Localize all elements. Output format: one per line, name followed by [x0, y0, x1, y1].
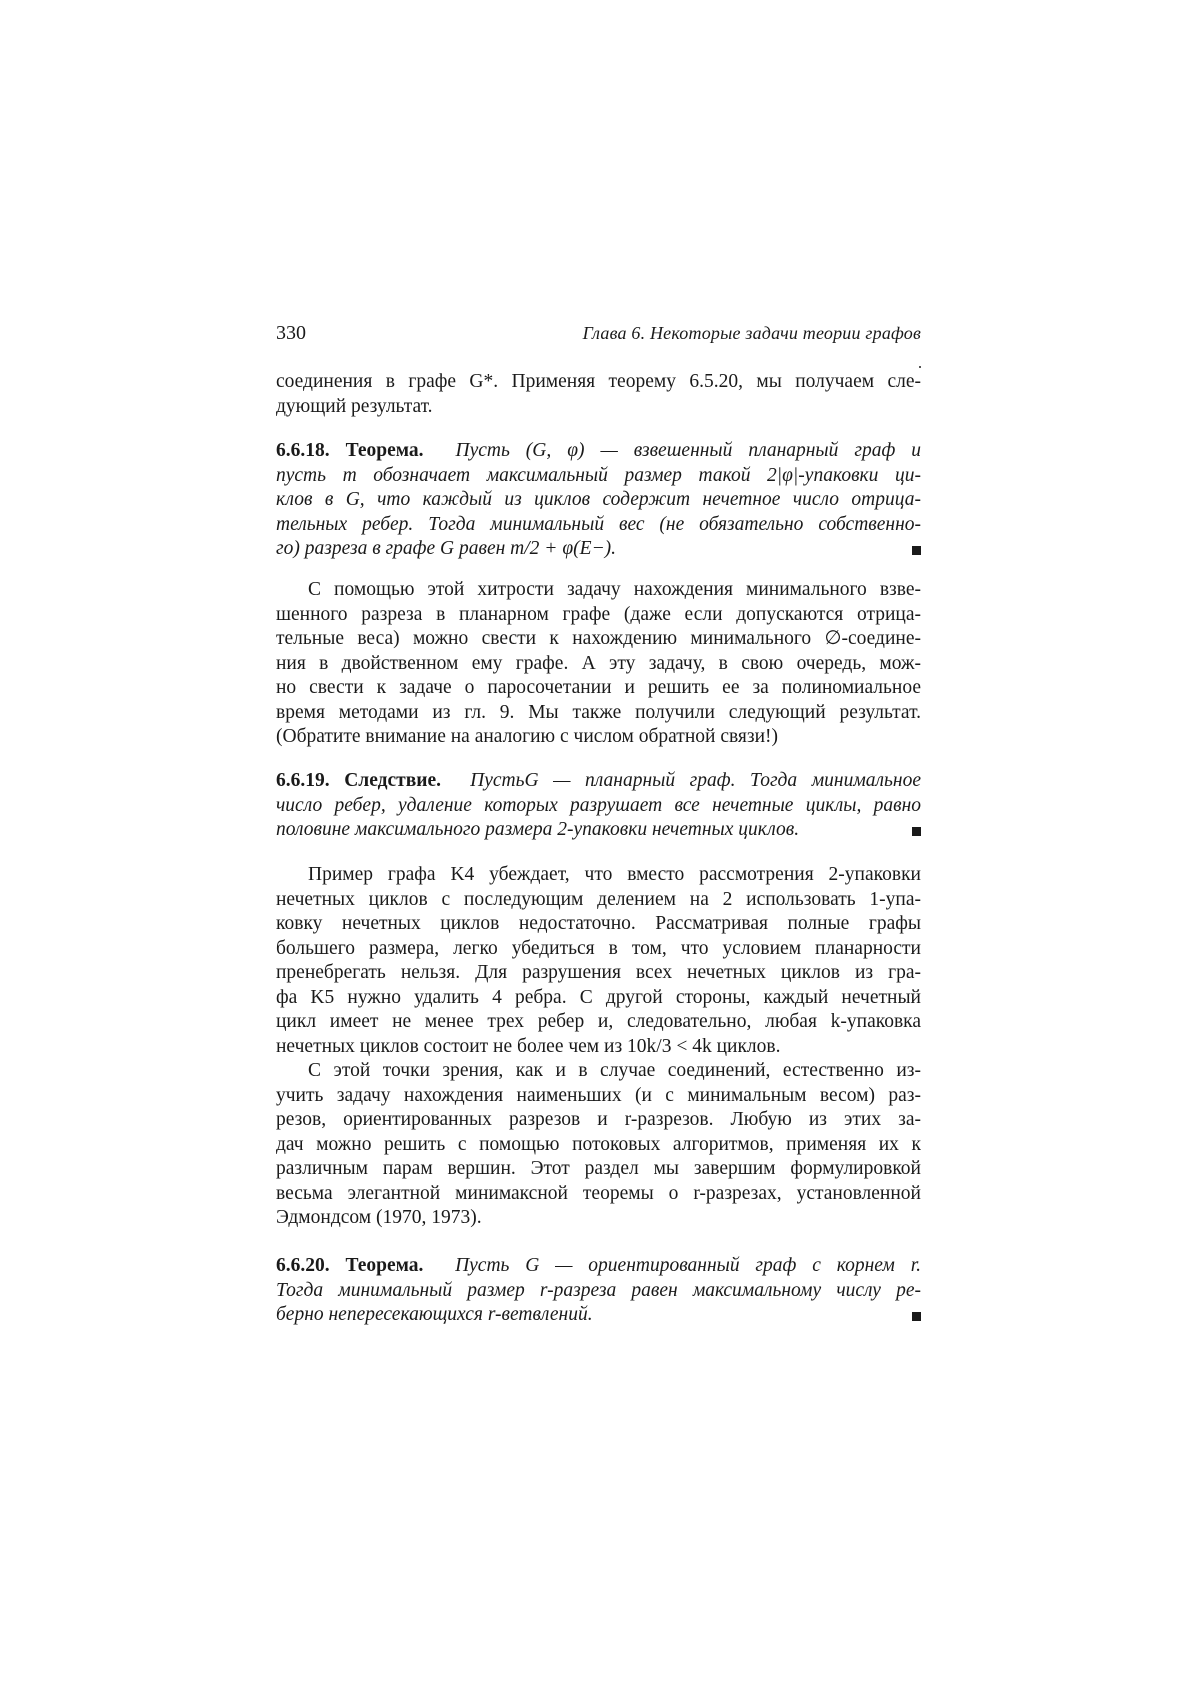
- text-line: различным парам вершин. Этот раздел мы завершим формулировкой: [276, 1158, 921, 1179]
- theorem-label: 6.6.18. Теорема.: [276, 440, 424, 461]
- text-line: соединения в графе G*. Применяя теорему 6.5.20, мы получаем сле-: [276, 371, 921, 392]
- text-line: резов, ориентированных разрезов и r-разрезов. Любую из этих за-: [276, 1109, 921, 1130]
- text-line: дующий результат.: [276, 395, 433, 417]
- text-line: Эдмондсом (1970, 1973).: [276, 1207, 482, 1228]
- paragraph-k4-example: [276, 863, 921, 1059]
- text-line: Пример графа K4 убеждает, что вместо рассмотрения 2-упаковки: [308, 864, 921, 885]
- running-header: [276, 322, 921, 352]
- text-line: пренебрегать нельзя. Для разрушения всех нечетных циклов из гра-: [276, 962, 921, 983]
- text-line: тельных ребер. Тогда минимальный вес (не обязательно собственно-: [276, 513, 921, 535]
- theorem-6-6-20: [276, 1254, 921, 1328]
- text-line: фа K5 нужно удалить 4 ребра. С другой стороны, каждый нечетный: [276, 986, 921, 1008]
- text-line: Пусть G — ориентированный граф с корнем r.: [455, 1255, 921, 1276]
- qed-square-icon: [912, 546, 921, 555]
- text-line: число ребер, удаление которых разрушает все нечетные циклы, равно: [276, 794, 921, 816]
- text-line: время методами из гл. 9. Мы также получили следующий результат.: [276, 701, 921, 723]
- text-line: С этой точки зрения, как и в случае соединений, естественно из-: [308, 1060, 921, 1081]
- text-line: учить задачу нахождения наименьших (и с минимальным весом) раз-: [276, 1084, 921, 1106]
- speck: [919, 366, 921, 368]
- text-line: дач можно решить с помощью потоковых алгоритмов, применяя их к: [276, 1133, 921, 1155]
- text-line: клов в G, что каждый из циклов содержит нечетное число отрица-: [276, 489, 921, 510]
- page-number: 330: [276, 322, 306, 344]
- text-line: нечетных циклов с последующим делением на 2 использовать 1-упа-: [276, 888, 921, 910]
- theorem-6-6-18: [276, 439, 921, 562]
- paragraph-continuation: [276, 370, 921, 419]
- qed-square-icon: [912, 827, 921, 836]
- corollary-6-6-19: [276, 769, 921, 843]
- text-line: большего размера, легко убедиться в том, что условием планарности: [276, 937, 921, 959]
- text-line: тельные веса) можно свести к нахождению минимального ∅-соедине-: [276, 628, 921, 649]
- text-line: Тогда минимальный размер r-разреза равен максимальному числу ре-: [276, 1279, 921, 1301]
- qed-square-icon: [912, 1312, 921, 1321]
- text-line: половине максимального размера 2-упаковки нечетных циклов.: [276, 819, 800, 840]
- corollary-label: 6.6.19. Следствие.: [276, 770, 442, 791]
- text-line: ния в двойственном ему графе. А эту задачу, в свою очередь, мож-: [276, 652, 921, 674]
- text-line: цикл имеет не менее трех ребер и, следовательно, любая k-упаковка: [276, 1011, 921, 1032]
- text-line: но свести к задаче о паросочетании и решить ее за полиномиальное: [276, 677, 921, 698]
- text-line: нечетных циклов состоит не более чем из 10k/3 < 4k циклов.: [276, 1035, 781, 1057]
- text-line: ковку нечетных циклов недостаточно. Рассматривая полные графы: [276, 913, 921, 934]
- running-title: Глава 6. Некоторые задачи теории графов: [582, 323, 921, 343]
- text-line: пусть m обозначает максимальный размер такой 2|φ|-упаковки ци-: [276, 464, 921, 486]
- paragraph-r-cuts: [276, 1059, 921, 1231]
- text-line: С помощью этой хитрости задачу нахождения минимального взве-: [308, 579, 921, 600]
- theorem-label: 6.6.20. Теорема.: [276, 1255, 424, 1276]
- text-line: ПустьG — планарный граф. Тогда минимальное: [470, 770, 922, 791]
- text-line: весьма элегантной минимаксной теоремы о r-разрезах, установленной: [276, 1182, 921, 1204]
- text-line: шенного разреза в планарном графе (даже если допускаются отрица-: [276, 603, 921, 625]
- text-line: берно непересекающихся r-ветвлений.: [276, 1304, 593, 1325]
- text-line: Пусть (G, φ) — взвешенный планарный граф и: [455, 440, 922, 461]
- text-line: го) разреза в графе G равен m/2 + φ(E−).: [276, 538, 617, 559]
- paragraph-planar-cut: [276, 578, 921, 750]
- text-line: (Обратите внимание на аналогию с числом обратной связи!): [276, 726, 779, 747]
